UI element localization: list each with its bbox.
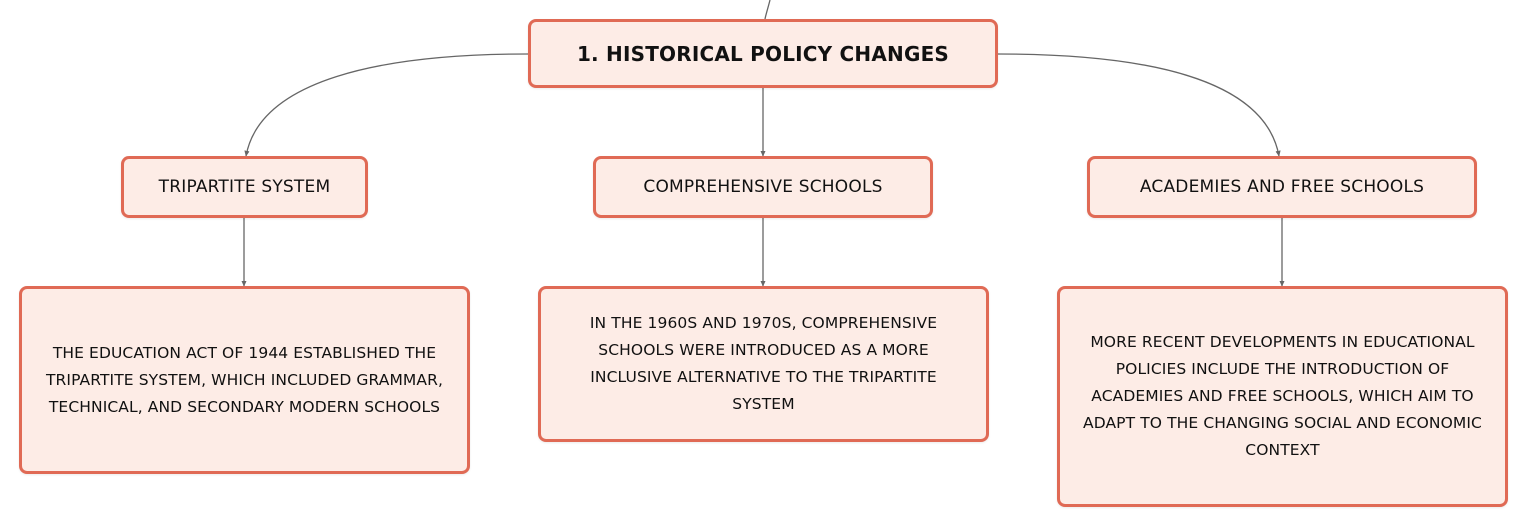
branch-node-academies-and-free-schools[interactable] xyxy=(1087,156,1477,218)
detail-node-tripartite-system[interactable] xyxy=(19,286,470,474)
connector-incoming xyxy=(765,0,770,19)
root-node-label: 1. HISTORICAL POLICY CHANGES xyxy=(576,41,950,66)
branch-node-tripartite-system[interactable] xyxy=(121,156,368,218)
root-node[interactable] xyxy=(528,19,998,88)
branch-node-label: ACADEMIES AND FREE SCHOOLS xyxy=(1139,177,1425,197)
branch-node-label: COMPREHENSIVE SCHOOLS xyxy=(643,177,883,197)
branch-node-comprehensive-schools[interactable] xyxy=(593,156,933,218)
detail-node-academies-and-free-schools[interactable] xyxy=(1057,286,1508,507)
detail-node-text: IN THE 1960S AND 1970S, COMPREHENSIVE SCHOOLS WERE INTRODUCED AS A MORE INCLUSIVE ALTERNATIVE TO THE TRIPARTITE SYSTEM xyxy=(589,314,938,413)
detail-node-comprehensive-schools[interactable] xyxy=(538,286,989,442)
detail-node-text: MORE RECENT DEVELOPMENTS IN EDUCATIONAL POLICIES INCLUDE THE INTRODUCTION OF ACADEMIES AND FREE SCHOOLS, WHICH AIM TO ADAPT TO THE CHANGING SOCIAL AND ECONOMIC CONTEXT xyxy=(1083,333,1482,459)
branch-node-label: TRIPARTITE SYSTEM xyxy=(158,177,331,197)
connector-root-academies xyxy=(998,54,1279,156)
connector-root-tripartite xyxy=(246,54,528,156)
detail-node-text: THE EDUCATION ACT OF 1944 ESTABLISHED THE TRIPARTITE SYSTEM, WHICH INCLUDED GRAMMAR, TECHNICAL, AND SECONDARY MODERN SCHOOLS xyxy=(45,343,444,416)
